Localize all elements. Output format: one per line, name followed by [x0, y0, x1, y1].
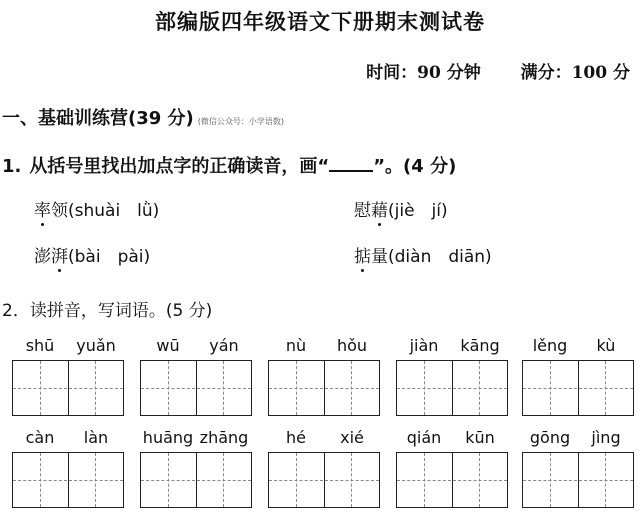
writing-box[interactable]: [140, 452, 252, 508]
pronunciation-options: (diàn diān): [388, 247, 492, 267]
pinyin-syllable: qián: [406, 428, 442, 447]
reading-item: [354, 242, 492, 267]
pinyin-syllable: yán: [209, 336, 239, 355]
section-title: 一、基础训练营(39 分): [2, 108, 194, 129]
pinyin-syllable: lěng: [532, 336, 568, 355]
writing-box[interactable]: [522, 360, 634, 416]
pronunciation-options: (jiè jí): [388, 201, 448, 221]
reading-item: [34, 196, 159, 221]
writing-box[interactable]: [268, 360, 380, 416]
pronunciation-options: (bài pài): [68, 247, 151, 267]
pinyin-syllable: hé: [286, 428, 306, 447]
answer-blank: [329, 156, 373, 172]
pronunciation-options: (shuài lǜ): [68, 201, 160, 221]
question-1: [2, 152, 456, 178]
exam-meta: [362, 58, 630, 83]
pinyin-syllable: càn: [25, 428, 55, 447]
writing-box[interactable]: [522, 452, 634, 508]
character: 领: [51, 201, 68, 221]
pinyin-syllable: làn: [83, 428, 109, 447]
reading-item: [354, 196, 448, 221]
writing-box[interactable]: [396, 452, 508, 508]
pinyin-syllable: kāng: [460, 336, 500, 355]
pinyin-syllable: yuǎn: [76, 336, 116, 355]
pinyin-syllable: xié: [340, 428, 364, 447]
pinyin-syllable: gōng: [529, 428, 571, 447]
pinyin-syllable: huāng: [142, 428, 194, 447]
writing-box[interactable]: [12, 360, 124, 416]
pinyin-syllable: jiàn: [409, 336, 439, 355]
question-2-heading: 2．读拼音，写词语。(5 分): [2, 301, 213, 321]
pinyin-syllable: kūn: [465, 428, 495, 447]
dotted-character: 湃: [51, 247, 68, 267]
pinyin-syllable: nù: [285, 336, 307, 355]
pinyin-syllable: hǒu: [336, 336, 368, 355]
reading-item: [34, 242, 150, 267]
dotted-character: 藉: [371, 201, 388, 221]
character: 澎: [34, 247, 51, 267]
pinyin-syllable: shū: [25, 336, 55, 355]
character: 慰: [354, 201, 371, 221]
writing-box[interactable]: [12, 452, 124, 508]
score-label: 满分：100 分: [520, 63, 630, 83]
pinyin-syllable: zhāng: [199, 428, 249, 447]
time-label: 时间：90 分钟: [366, 63, 481, 83]
pinyin-syllable: wū: [156, 336, 180, 355]
writing-box[interactable]: [140, 360, 252, 416]
dotted-character: 掂: [354, 247, 371, 267]
pinyin-syllable: jìng: [591, 428, 621, 447]
writing-box[interactable]: [268, 452, 380, 508]
question-1-text-after: ”。(4 分): [373, 156, 457, 177]
pinyin-syllable: kù: [596, 336, 616, 355]
section-heading: [2, 104, 284, 130]
question-number: 1.: [2, 156, 22, 177]
dotted-character: 率: [34, 201, 51, 221]
page-title: 部编版四年级语文下册期末测试卷: [155, 10, 485, 34]
writing-box[interactable]: [396, 360, 508, 416]
section-note: (微信公众号：小学语数): [197, 117, 285, 126]
character: 量: [371, 247, 388, 267]
question-1-text-before: 从括号里找出加点字的正确读音，画“: [29, 156, 330, 177]
